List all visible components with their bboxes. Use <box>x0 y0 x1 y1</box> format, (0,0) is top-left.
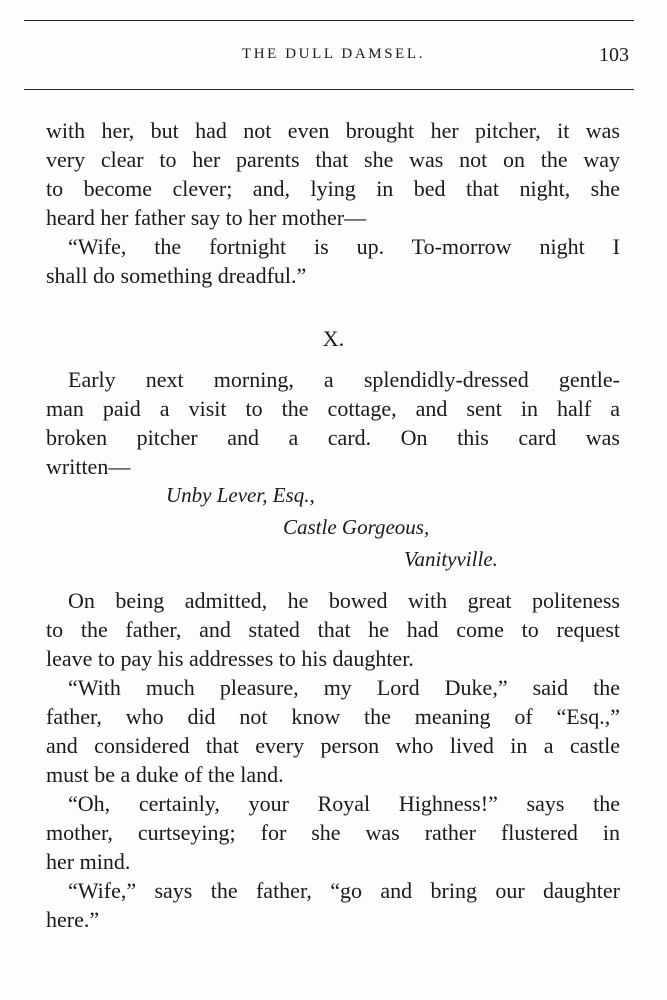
text-line: to become clever; and, lying in bed that night, she <box>46 176 620 201</box>
text-line: man paid a visit to the cottage, and sent in half a <box>46 396 620 421</box>
card-residence: Castle Gorgeous, <box>283 515 430 539</box>
text-line: mother, curtseying; for she was rather flustered in <box>46 820 620 845</box>
text-line: written— <box>46 454 131 479</box>
paragraph-visit <box>46 365 620 481</box>
text-line: to the father, and stated that he had come to request <box>46 617 620 642</box>
header-rule-top <box>24 20 634 21</box>
text-line: must be a duke of the land. <box>46 762 284 787</box>
paragraph-continuation <box>46 116 620 290</box>
text-line: and considered that every person who lived in a castle <box>46 733 620 758</box>
text-line: “Wife, the fortnight is up. To-morrow night I <box>68 234 620 259</box>
text-line: here.” <box>46 907 100 932</box>
paragraph-dialogue <box>46 586 620 934</box>
text-line: “Oh, certainly, your Royal Highness!” says the <box>68 791 620 816</box>
text-line: father, who did not know the meaning of “Esq.,” <box>46 704 620 729</box>
section-heading: X. <box>322 326 345 351</box>
card-town: Vanityville. <box>404 547 498 571</box>
card-name: Unby Lever, Esq., <box>166 483 315 507</box>
text-line: shall do something dreadful.” <box>46 263 307 288</box>
page-number: 103 <box>599 44 629 66</box>
text-line: very clear to her parents that she was not on the way <box>46 147 620 172</box>
text-line: broken pitcher and a card. On this card was <box>46 425 620 450</box>
text-line: On being admitted, he bowed with great politeness <box>68 588 620 613</box>
running-head: THE DULL DAMSEL. <box>241 46 426 62</box>
text-line: heard her father say to her mother— <box>46 205 367 230</box>
text-line: “Wife,” says the father, “go and bring our daughter <box>68 878 620 903</box>
header-rule-bottom <box>24 89 634 90</box>
text-line: leave to pay his addresses to his daughter. <box>46 646 414 671</box>
text-line: Early next morning, a splendidly-dressed gentle- <box>68 367 620 392</box>
text-line: with her, but had not even brought her pitcher, it was <box>46 118 620 143</box>
text-line: her mind. <box>46 849 131 874</box>
text-line: “With much pleasure, my Lord Duke,” said the <box>68 675 620 700</box>
